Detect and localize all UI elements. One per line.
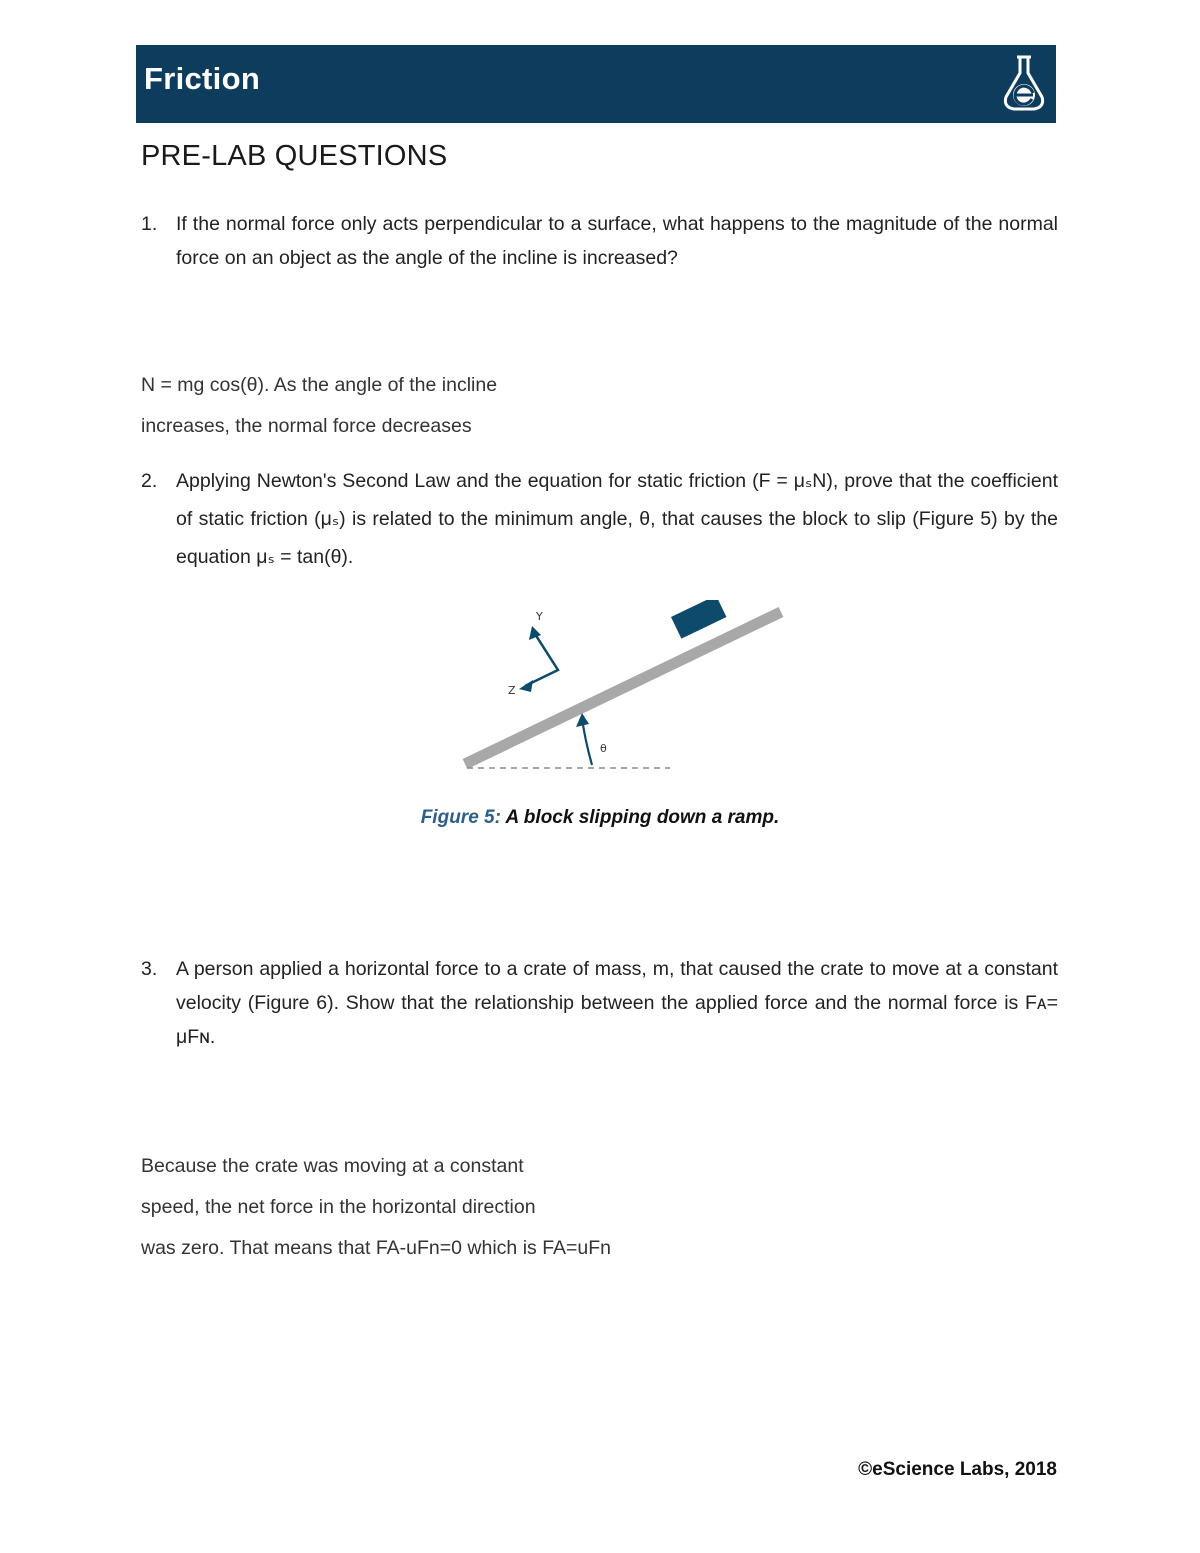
- answer-1-line-1: N = mg cos(θ). As the angle of the incline: [141, 374, 498, 396]
- y-axis-label: Y: [536, 610, 543, 623]
- question-number: 2.: [141, 470, 158, 492]
- answer-3-line-1: Because the crate was moving at a constant: [141, 1155, 524, 1177]
- question-number: 3.: [141, 958, 158, 980]
- answer-3-line-2: speed, the net force in the horizontal direction: [141, 1196, 536, 1218]
- question-text: Applying Newton's Second Law and the equation for static friction (F = μₛN), prove that the coefficient of static friction (μₛ) is related to the minimum angle, θ, that causes the block to slip (Figure 5) by the equation μₛ = tan(θ).: [176, 470, 1058, 568]
- document-title: Friction: [144, 61, 261, 96]
- flask-logo-icon: [1000, 53, 1048, 113]
- question-2: [141, 462, 1058, 576]
- axis-lines: [525, 634, 558, 686]
- question-3: [141, 952, 1058, 1054]
- question-text: A person applied a horizontal force to a crate of mass, m, that caused the crate to move at a constant velocity (Figure 6). Show that the relationship between the applied force and the normal force is Fᴀ= μFɴ.: [176, 958, 1058, 1048]
- question-1: [141, 207, 1058, 275]
- z-axis-label: Z: [508, 684, 516, 697]
- y-arrowhead: [529, 626, 541, 640]
- question-text: If the normal force only acts perpendicular to a surface, what happens to the magnitude of the normal force on an object as the angle of the incline is increased?: [176, 213, 1058, 269]
- answer-3-line-3: was zero. That means that FA-uFn=0 which is FA=uFn: [141, 1237, 612, 1259]
- section-title: PRE-LAB QUESTIONS: [141, 140, 448, 172]
- angle-label: θ: [600, 742, 607, 755]
- z-arrowhead: [519, 680, 533, 692]
- ramp-figure: [455, 600, 795, 780]
- answer-1-line-2: increases, the normal force decreases: [141, 415, 472, 437]
- question-number: 1.: [141, 213, 158, 235]
- block: [671, 600, 726, 639]
- figure-caption: [0, 807, 1200, 829]
- caption-label: Figure 5:: [420, 807, 501, 828]
- copyright-footer: ©eScience Labs, 2018: [858, 1459, 1057, 1480]
- header-bar: [136, 45, 1056, 123]
- caption-text: A block slipping down a ramp.: [500, 807, 780, 828]
